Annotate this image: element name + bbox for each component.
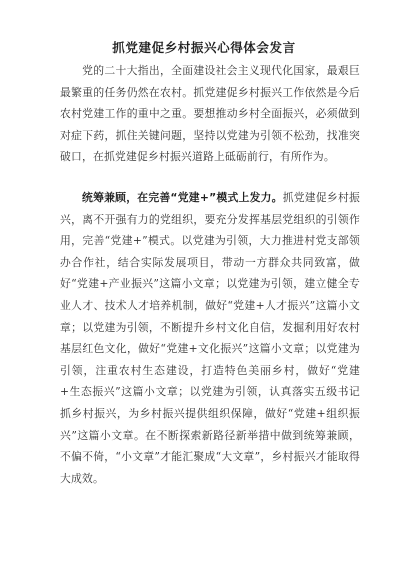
paragraph-intro-text: 党的二十大指出，全面建设社会主义现代化国家，最艰巨最繁重的任务仍然在农村。抓党建促乡村振兴工作依然是今后农村党建工作的重中之重。要想推动乡村全面振兴，必须做到对症下药，抓住关键问题，坚持以党建为引领不松劲，找准突破口，在抓党建促乡村振兴道路上砥砺前行，有所作为。 (60, 64, 360, 164)
paragraph-party-building-plus (60, 187, 360, 489)
document-title: 抓党建促乡村振兴心得体会发言 (112, 40, 296, 55)
paragraph-intro (60, 60, 360, 168)
paragraph-lead-heading: 统筹兼顾，在完善“党建+”模式上发力。 (82, 191, 283, 204)
paragraph-body-text: 抓党建促乡村振兴，离不开强有力的党组织，要充分发挥基层党组织的引领作用，完善“党建+”模式。以党建为引领，大力推进村党支部领办合作社，结合实际发展项目，带动一方群众共同致富，做好“党建+产业振兴”这篇小文章；以党建为引领，建立健全专业人才、技术人才培养机制，做好“党建+人才振兴”这篇小文章；以党建为引领，不断提升乡村文化自信，发掘利用好农村基层红色文化，做好“党建+文化振兴”这篇小文章；以党建为引领，注重农村生态建设，打造特色美丽乡村，做好“党建+生态振兴”这篇小文章；以党建为引领，认真落实五级书记抓乡村振兴，为乡村振兴提供组织保障，做好“党建+组织振兴”这篇小文章。在不断探索新路径新举措中做到统筹兼顾，不偏不倚，“小文章”才能汇聚成“大文章”，乡村振兴才能取得大成效。 (60, 191, 360, 485)
